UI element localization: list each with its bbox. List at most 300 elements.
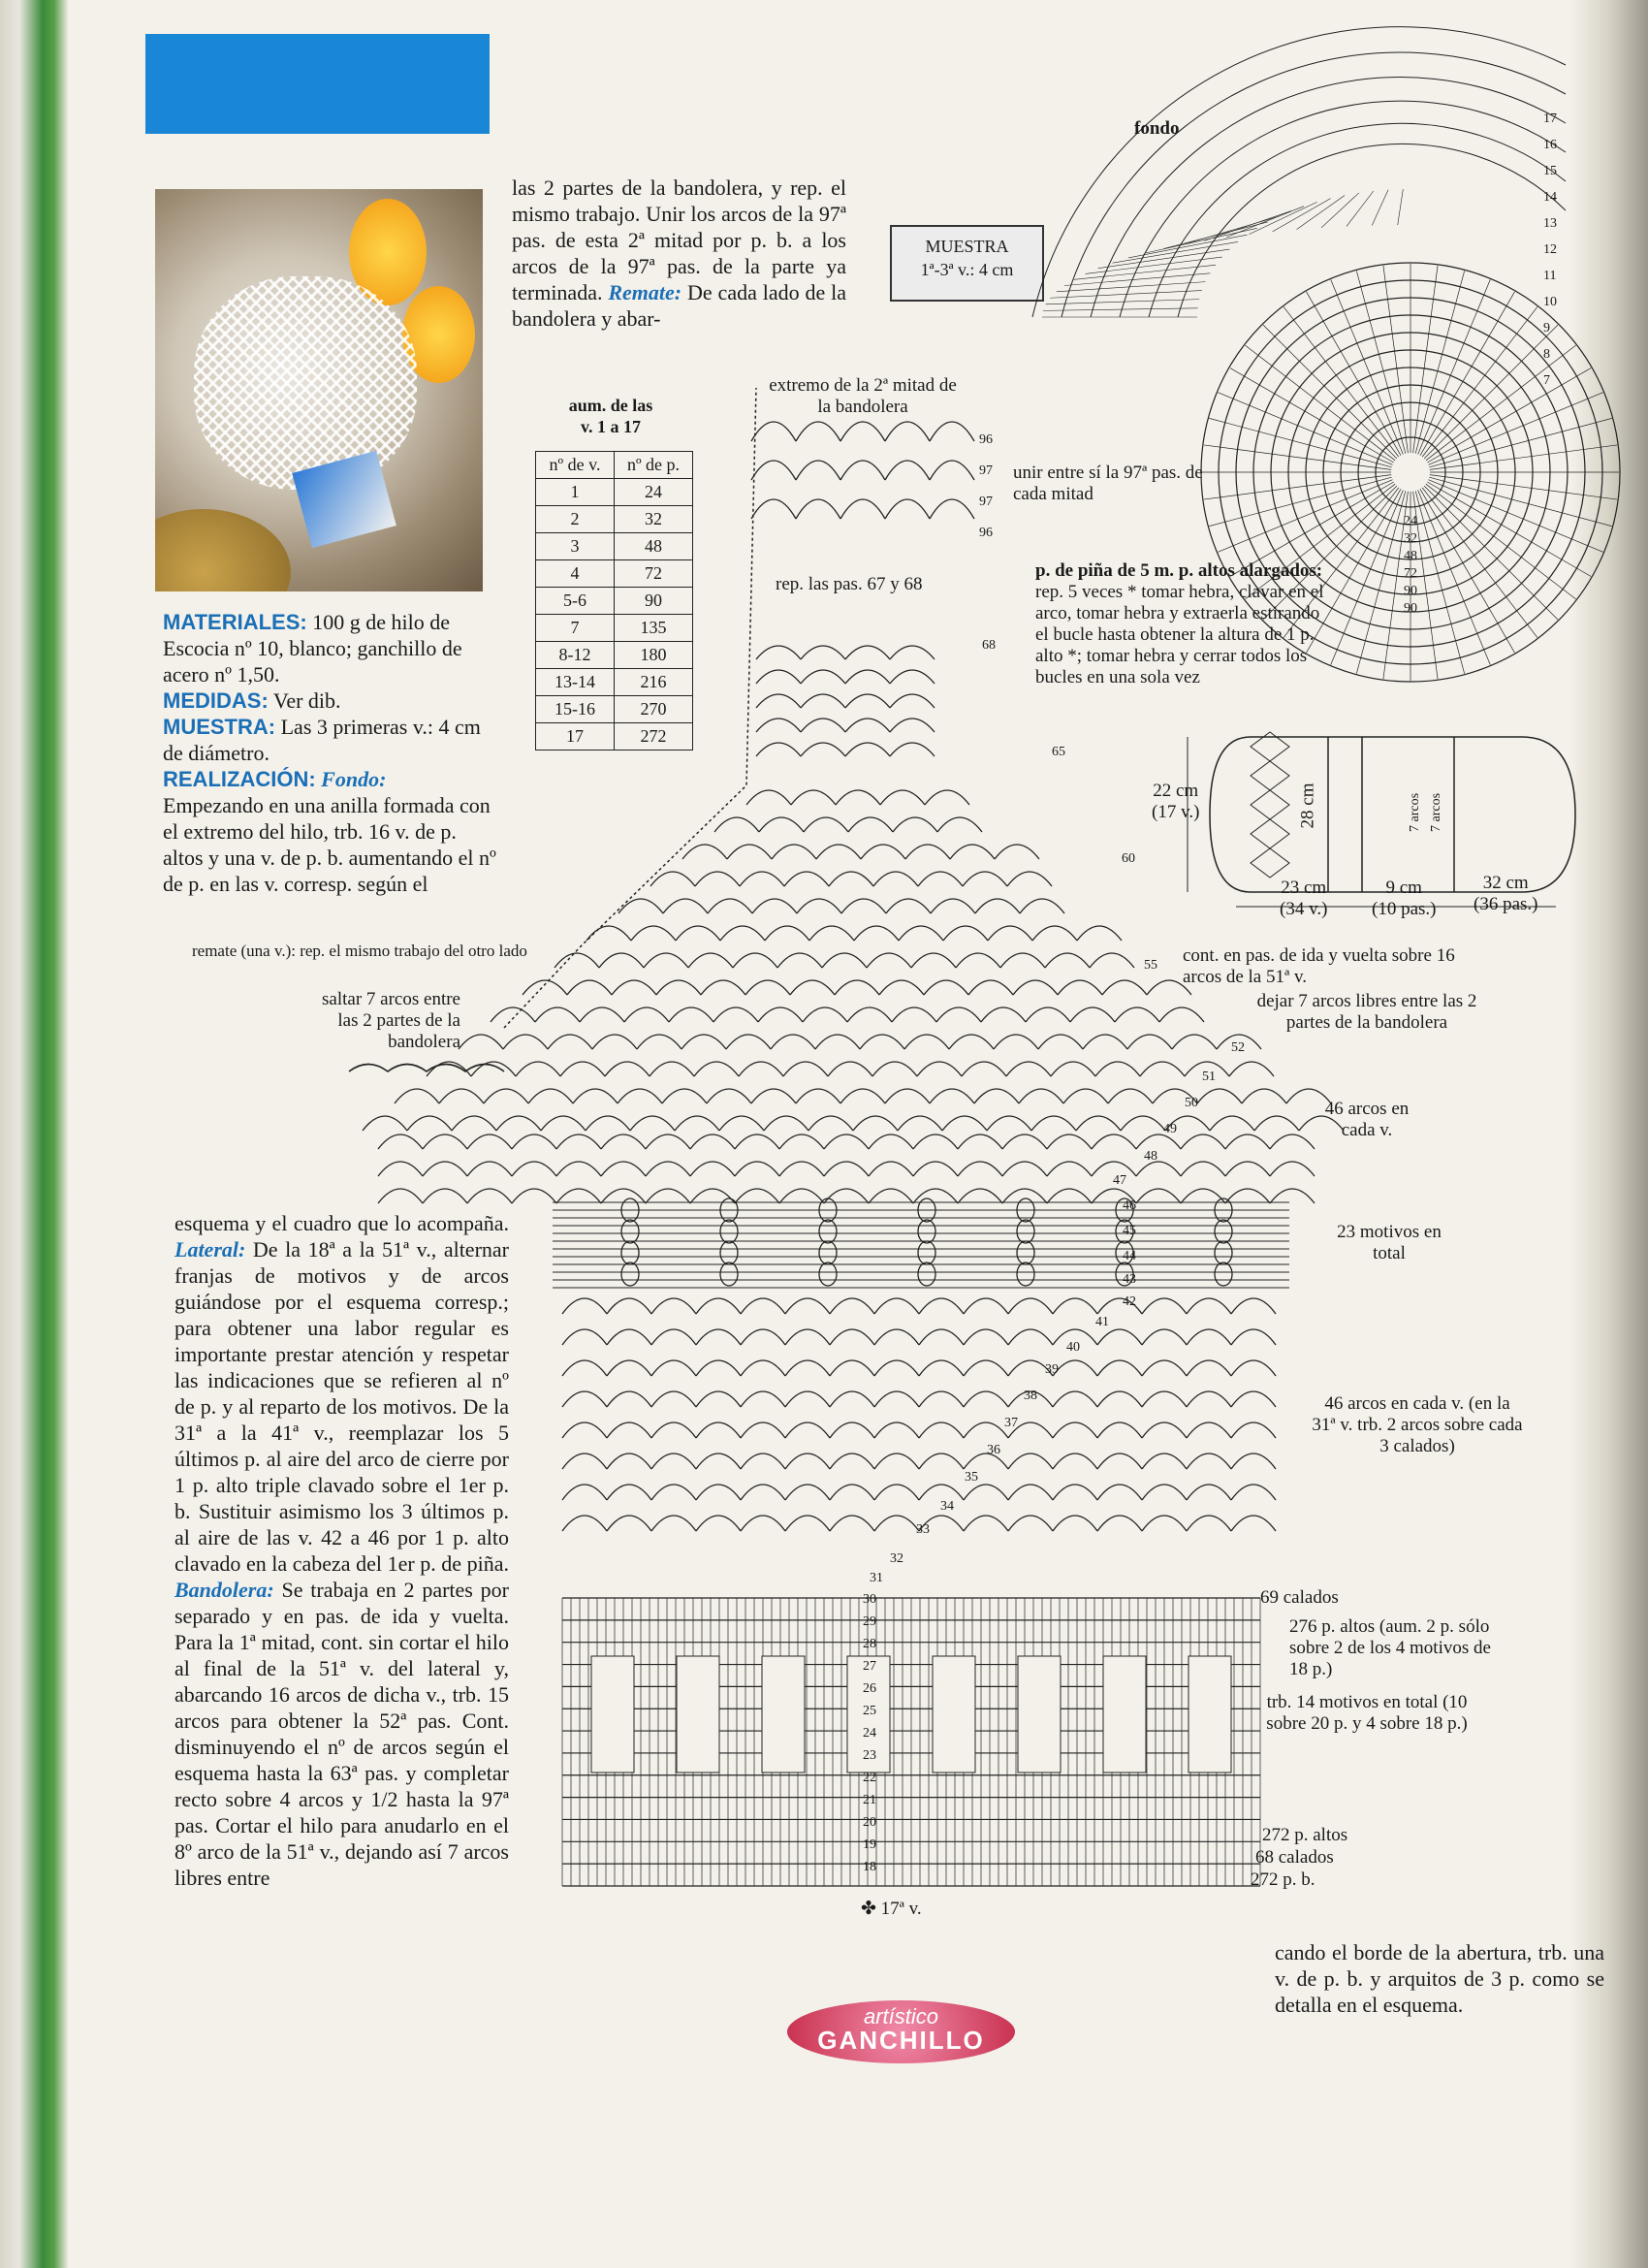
arc-stitch bbox=[491, 1007, 535, 1022]
table-header: nº de p. bbox=[615, 452, 693, 479]
base-grid-diagram bbox=[562, 1598, 1260, 1886]
arc-stitch bbox=[809, 926, 854, 941]
arc-stitch bbox=[919, 1360, 964, 1376]
arc-stitch bbox=[1231, 1298, 1276, 1314]
arc-stitch bbox=[1076, 1116, 1121, 1131]
arc-stitch bbox=[830, 1360, 874, 1376]
arc-stitch bbox=[828, 1062, 872, 1076]
arc-stitch bbox=[1008, 1516, 1053, 1531]
arc-stitch bbox=[1008, 1329, 1053, 1345]
arc-stitch bbox=[801, 719, 845, 732]
arc-stitch bbox=[1008, 1485, 1053, 1500]
fondo-spoke bbox=[1331, 279, 1404, 454]
arc-stitch bbox=[1097, 1391, 1142, 1407]
arc-stitch bbox=[892, 1007, 936, 1022]
arc-stitch bbox=[1053, 1422, 1097, 1438]
arc-stitch bbox=[919, 1453, 964, 1469]
motivos23-label: 23 motivos en total bbox=[1337, 1222, 1442, 1263]
pina-stitch bbox=[621, 1220, 639, 1243]
arc-stitch bbox=[790, 980, 835, 995]
arc-stitch bbox=[816, 845, 861, 859]
table-cell: 90 bbox=[615, 588, 693, 615]
arc-stitch bbox=[681, 1035, 726, 1049]
arc-stitch bbox=[1142, 1360, 1187, 1376]
materials-text: MATERIALES: 100 g de hilo de Escocia nº 10, blanco; ganchillo de acero nº 1,50. MEDIDAS: Ver dib. MUESTRA: Las 3 primeras v.: 4 cm de diámetro. REALIZACIÓN: Fondo: Empezando en una anilla formada con el extremo del hilo, trb. 16 v. de p. altos y una v. de p. b. aumentando el nº de p. en las v. corresp. según el bbox=[163, 610, 496, 896]
table-cell: 15-16 bbox=[536, 696, 615, 723]
arc-stitch bbox=[918, 872, 963, 886]
table-cell: 135 bbox=[615, 615, 693, 642]
arc-stitch bbox=[651, 1391, 696, 1407]
arc-stitch bbox=[541, 1116, 586, 1131]
arc-stitch bbox=[861, 845, 905, 859]
arc-stitch bbox=[701, 980, 745, 995]
arc-stitch bbox=[599, 953, 644, 968]
arc-stitch bbox=[994, 1035, 1038, 1049]
arc-stitch bbox=[942, 1116, 987, 1131]
arc-stitch bbox=[503, 1035, 548, 1049]
arc-stitch bbox=[714, 817, 759, 832]
arc-stitch bbox=[745, 980, 790, 995]
arc-stitch bbox=[796, 422, 840, 441]
row-number: 48 bbox=[1144, 1149, 1157, 1164]
arc-stitch bbox=[690, 1162, 735, 1176]
fondo-spoke bbox=[1284, 306, 1399, 457]
arc-stitch bbox=[1053, 1298, 1097, 1314]
arc-stitch bbox=[459, 1035, 503, 1049]
pina-stitch bbox=[621, 1262, 639, 1286]
arc-stitch bbox=[919, 1422, 964, 1438]
arc-stitch bbox=[607, 1516, 651, 1531]
arc-stitch bbox=[752, 899, 797, 913]
arc-stitch bbox=[1159, 1007, 1204, 1022]
arc-stitch bbox=[845, 694, 890, 708]
arc-stitch bbox=[1095, 1062, 1140, 1076]
arc-stitch bbox=[756, 670, 801, 684]
row-number: 37 bbox=[1004, 1416, 1018, 1430]
table-cell: 4 bbox=[536, 560, 615, 588]
arc-stitch bbox=[556, 1189, 601, 1203]
arc-stitch bbox=[471, 1062, 516, 1076]
arc-stitch bbox=[1187, 1422, 1231, 1438]
arc-stitch bbox=[874, 1453, 919, 1469]
table-cell: 72 bbox=[615, 560, 693, 588]
row-number: 97 bbox=[979, 463, 993, 478]
arc-stitch bbox=[867, 953, 911, 968]
arc-stitch bbox=[931, 899, 975, 913]
pina-stitch bbox=[1017, 1262, 1034, 1286]
muestra-box: MUESTRA 1ª-3ª v.: 4 cm bbox=[890, 225, 1044, 302]
arc-stitch bbox=[484, 1089, 528, 1103]
arc-stitch bbox=[943, 926, 988, 941]
table-header: nº de v. bbox=[536, 452, 615, 479]
arc-stitch bbox=[963, 872, 1007, 886]
remate-otro-label: remate (una v.): rep. el mismo trabajo del otro lado bbox=[192, 942, 527, 960]
arc-stitch bbox=[1006, 1062, 1051, 1076]
pb272-label: 272 p. b. bbox=[1251, 1869, 1315, 1890]
arc-stitch bbox=[899, 926, 943, 941]
arc-stitch bbox=[801, 670, 845, 684]
fondo-spoke bbox=[1422, 488, 1537, 638]
fondo-fan-spoke bbox=[1321, 193, 1359, 228]
row-number: 52 bbox=[1231, 1040, 1245, 1055]
arc-stitch bbox=[696, 1485, 741, 1500]
row-number: 10 bbox=[1543, 295, 1557, 309]
saltar-label: saltar 7 arcos entre las 2 partes de la bandolera bbox=[322, 989, 460, 1052]
arc-stitch bbox=[644, 953, 688, 968]
arc-stitch bbox=[974, 1089, 1019, 1103]
arc-stitch bbox=[919, 1329, 964, 1345]
arc-stitch bbox=[1019, 1089, 1063, 1103]
arc-stitch bbox=[1231, 1422, 1276, 1438]
arc-stitch bbox=[824, 1134, 869, 1149]
arc-stitch bbox=[981, 1007, 1026, 1022]
arc-stitch bbox=[1058, 980, 1102, 995]
arc-stitch bbox=[656, 980, 701, 995]
arc-stitch bbox=[467, 1162, 512, 1176]
lateral-instructions: esquema y el cuadro que lo acompaña. Lateral: De la 18ª a la 51ª v., alternar franjas de motivos y de arcos guiándose por el esquema corresp.; para obtener una labor regular es importante prestar atención y respetar las indicaciones que se refieren al nº de p. y al reparto de los motivos. De la 31ª a la 41ª v., reemplazar los 5 últimos p. al aire del arco de cierre por 1 p. alto triple clavado sobre el 1er p. b. Sustituir asimismo los 3 últimos p. al aire de las v. 42 a 46 por 1 p. alto clavado en la cabeza del 1er p. de piña. Bandolera: Se trabaja en 2 partes por separado y en pas. de ida y vuelta. Para la 1ª mitad, cont. sin cortar el hilo al final de la 51ª v. del lateral y, abarcando 16 arcos de dicha v., trb. 15 arcos para obtener la 52ª pas. Cont. disminuyendo el nº de arcos según el esquema hasta la 63ª pas. y completar recto sobre 4 arcos y 1/2 hasta la 97ª pas. Cortar el hilo para anudarlo en el 8º arco de la 51ª v., dejando así 7 arcos libres entre bbox=[174, 1211, 510, 1890]
arc-stitch bbox=[528, 1089, 573, 1103]
arc-stitch bbox=[801, 694, 845, 708]
calados68-label: 68 calados bbox=[1255, 1847, 1334, 1868]
arc-stitch bbox=[740, 872, 784, 886]
table-cell: 48 bbox=[615, 533, 693, 560]
row-number: 18 bbox=[863, 1860, 876, 1874]
row-number: 27 bbox=[863, 1659, 876, 1674]
fondo-label: fondo bbox=[1134, 118, 1180, 139]
grid-block bbox=[1188, 1656, 1231, 1773]
row-number: 97 bbox=[979, 495, 993, 509]
arc-stitch bbox=[423, 1162, 467, 1176]
arc-stitch bbox=[676, 926, 720, 941]
arc-stitch bbox=[964, 1360, 1008, 1376]
arc-stitch bbox=[1136, 1162, 1181, 1176]
grid-block bbox=[591, 1656, 634, 1773]
row-number: 68 bbox=[982, 638, 996, 653]
arc-stitch bbox=[637, 1035, 681, 1049]
dim-28: 28 cm bbox=[1297, 783, 1318, 829]
arc-stitch bbox=[548, 1035, 592, 1049]
arc-stitch bbox=[651, 1360, 696, 1376]
table-cell: 180 bbox=[615, 642, 693, 669]
arc-stitch bbox=[1142, 1422, 1187, 1438]
row-number: 12 bbox=[1543, 242, 1557, 257]
extremo-label: extremo de la 2ª mitad de la bandolera bbox=[769, 375, 957, 417]
row-number: 24 bbox=[1404, 514, 1417, 528]
arc-stitch bbox=[779, 1134, 824, 1149]
arc-stitch bbox=[890, 646, 935, 659]
arc-stitch bbox=[1187, 1485, 1231, 1500]
arc-stitch bbox=[439, 1089, 484, 1103]
arc-stitch bbox=[801, 646, 845, 659]
arc-stitch bbox=[407, 1116, 452, 1131]
arc-stitch bbox=[860, 1035, 904, 1049]
row-number: 42 bbox=[1123, 1294, 1136, 1309]
arc-stitch bbox=[1187, 1516, 1231, 1531]
arc-stitch bbox=[741, 1360, 785, 1376]
arc-stitch bbox=[830, 1453, 874, 1469]
arc-stitch bbox=[512, 1189, 556, 1203]
grid-block bbox=[1103, 1656, 1146, 1773]
palt272-label: 272 p. altos bbox=[1262, 1825, 1348, 1845]
table-cell: 216 bbox=[615, 669, 693, 696]
arc-stitch bbox=[785, 1360, 830, 1376]
row-number: 25 bbox=[863, 1704, 876, 1718]
arc-stitch bbox=[913, 1134, 958, 1149]
fondo-spoke bbox=[1426, 484, 1576, 599]
pina-stitch bbox=[1215, 1262, 1232, 1286]
arc-stitch bbox=[1090, 953, 1134, 968]
arc-stitch bbox=[845, 743, 890, 756]
arc-stitch bbox=[1187, 1453, 1231, 1469]
arc-stitch bbox=[696, 1453, 741, 1469]
pina-stitch bbox=[1215, 1220, 1232, 1243]
arc-stitch bbox=[777, 953, 822, 968]
pina-stitch bbox=[918, 1241, 935, 1264]
arc-stitch bbox=[1097, 1485, 1142, 1500]
arc-stitch bbox=[886, 899, 931, 913]
grid-block bbox=[1018, 1656, 1061, 1773]
row-number: 40 bbox=[1066, 1340, 1080, 1355]
arc-stitch bbox=[1002, 1189, 1047, 1203]
arc-stitch bbox=[890, 694, 935, 708]
arc-stitch bbox=[1187, 1391, 1231, 1407]
arc-stitch bbox=[873, 872, 918, 886]
arc-stitch bbox=[735, 1162, 779, 1176]
arc-stitch bbox=[696, 1360, 741, 1376]
bag-diamond bbox=[1251, 848, 1289, 878]
fondo-spoke bbox=[1422, 306, 1537, 457]
pina-stitch bbox=[918, 1220, 935, 1243]
arc-stitch bbox=[1026, 1007, 1070, 1022]
dim-arcos7-b: 7 arcos bbox=[1429, 792, 1444, 833]
pina-stitch bbox=[1215, 1241, 1232, 1264]
calados69-label: 69 calados bbox=[1260, 1587, 1339, 1608]
arc-stitch bbox=[1002, 1134, 1047, 1149]
arc-stitch bbox=[1053, 1391, 1097, 1407]
arc-stitch bbox=[556, 1134, 601, 1149]
rep-label: rep. las pas. 67 y 68 bbox=[776, 574, 923, 594]
arc-stitch bbox=[1210, 1116, 1254, 1131]
arc-stitch bbox=[840, 1089, 885, 1103]
fondo-spoke bbox=[1218, 393, 1392, 465]
arc-stitch bbox=[785, 1485, 830, 1500]
arc-stitch bbox=[690, 1134, 735, 1149]
arc-stitch bbox=[467, 1189, 512, 1203]
row-number: 45 bbox=[1123, 1224, 1136, 1238]
arc-stitch bbox=[885, 499, 930, 519]
arc-stitch bbox=[1197, 1089, 1242, 1103]
arc-stitch bbox=[958, 1134, 1002, 1149]
arc-stitch bbox=[567, 980, 612, 995]
arc-stitch bbox=[751, 422, 796, 441]
arc-stitch bbox=[560, 1062, 605, 1076]
arc-stitch bbox=[925, 790, 969, 805]
arc-stitch bbox=[1053, 1360, 1097, 1376]
arc-stitch bbox=[562, 1485, 607, 1500]
table-cell: 17 bbox=[536, 723, 615, 751]
arc-stitch bbox=[741, 1329, 785, 1345]
arc-stitch bbox=[796, 499, 840, 519]
arc-stitch bbox=[727, 845, 772, 859]
arc-stitch bbox=[1231, 1360, 1276, 1376]
arc-stitch bbox=[1020, 899, 1064, 913]
arc-stitch bbox=[1051, 1062, 1095, 1076]
arc-stitch bbox=[556, 1162, 601, 1176]
arc-stitch bbox=[662, 1089, 707, 1103]
arc-stitch bbox=[824, 1162, 869, 1176]
row-number: 24 bbox=[863, 1726, 876, 1741]
arc-stitch bbox=[874, 1298, 919, 1314]
fondo-fan-spoke bbox=[1226, 207, 1304, 238]
arcos46-label: 46 arcos en cada v. bbox=[1324, 1099, 1410, 1140]
arc-stitch bbox=[830, 1485, 874, 1500]
arc-stitch bbox=[964, 1516, 1008, 1531]
arc-stitch bbox=[726, 1035, 771, 1049]
arc-stitch bbox=[874, 1485, 919, 1500]
arc-stitch bbox=[962, 1062, 1006, 1076]
fondo-spoke bbox=[1245, 345, 1395, 461]
arc-stitch bbox=[1097, 1453, 1142, 1469]
arc-stitch bbox=[995, 845, 1039, 859]
fondo-fan-spoke bbox=[1205, 211, 1291, 241]
row-number: 41 bbox=[1095, 1315, 1109, 1329]
arc-stitch bbox=[840, 422, 885, 441]
arc-stitch bbox=[651, 1422, 696, 1438]
arc-stitch bbox=[1142, 1453, 1187, 1469]
arc-stitch bbox=[791, 790, 836, 805]
row-number: 14 bbox=[1543, 190, 1557, 205]
row-number: 30 bbox=[863, 1592, 876, 1607]
row-number: 22 bbox=[863, 1771, 876, 1785]
fondo-fan-spoke bbox=[1128, 235, 1248, 258]
arc-stitch bbox=[874, 1360, 919, 1376]
arc-stitch bbox=[562, 1516, 607, 1531]
arc-stitch bbox=[1136, 1189, 1181, 1203]
arc-stitch bbox=[803, 1007, 847, 1022]
arc-stitch bbox=[937, 817, 982, 832]
arc-stitch bbox=[847, 1007, 892, 1022]
arc-stitch bbox=[713, 1007, 758, 1022]
arc-stitch bbox=[694, 1062, 739, 1076]
arc-stitch bbox=[801, 743, 845, 756]
arc-stitch bbox=[854, 926, 899, 941]
arc-stitch bbox=[869, 1134, 913, 1149]
arc-stitch bbox=[771, 1035, 815, 1049]
dim-9: 9 cm (10 pas.) bbox=[1372, 878, 1437, 919]
arc-stitch bbox=[784, 872, 829, 886]
arc-stitch bbox=[785, 1422, 830, 1438]
arc-stitch bbox=[696, 1516, 741, 1531]
motivos14-label: trb. 14 motivos en total (10 sobre 20 p. y 4 sobre 18 p.) bbox=[1266, 1692, 1468, 1734]
arc-stitch bbox=[785, 1329, 830, 1345]
arc-stitch bbox=[467, 1134, 512, 1149]
pina-stitch bbox=[819, 1241, 837, 1264]
arc-stitch bbox=[988, 926, 1032, 941]
arc-stitch bbox=[363, 1116, 407, 1131]
arc-stitch bbox=[1000, 953, 1045, 968]
arc-stitch bbox=[675, 1116, 719, 1131]
arc-stitch bbox=[741, 1391, 785, 1407]
bag-outline bbox=[1210, 737, 1575, 892]
table-cell: 1 bbox=[536, 479, 615, 506]
arc-stitch bbox=[695, 872, 740, 886]
grid-block bbox=[933, 1656, 975, 1773]
arc-stitch bbox=[930, 1089, 974, 1103]
arc-stitch bbox=[605, 1062, 650, 1076]
arc-stitch bbox=[968, 980, 1013, 995]
arc-stitch bbox=[1231, 1453, 1276, 1469]
arc-stitch bbox=[830, 1516, 874, 1531]
dim-32: 32 cm (36 pas.) bbox=[1474, 873, 1538, 914]
fondo-arc bbox=[1032, 27, 1566, 317]
magazine-logo: artístico GANCHILLO bbox=[787, 2000, 1015, 2063]
arc-stitch bbox=[1172, 1035, 1217, 1049]
pina-stitch bbox=[819, 1262, 837, 1286]
grid-block bbox=[762, 1656, 805, 1773]
arc-stitch bbox=[650, 872, 695, 886]
arc-stitch bbox=[1108, 1089, 1153, 1103]
arc-stitch bbox=[601, 1134, 646, 1149]
fondo-spoke bbox=[1428, 393, 1602, 465]
arc-stitch bbox=[796, 1089, 840, 1103]
arc-stitch bbox=[601, 1162, 646, 1176]
arc-stitch bbox=[741, 1485, 785, 1500]
row-number: 20 bbox=[863, 1815, 876, 1830]
arc-stitch bbox=[905, 845, 950, 859]
arc-stitch bbox=[1140, 1062, 1185, 1076]
row-number: 19 bbox=[863, 1837, 876, 1852]
arc-stitch bbox=[651, 1298, 696, 1314]
arc-stitch bbox=[958, 1162, 1002, 1176]
row-number: 26 bbox=[863, 1681, 876, 1696]
arc-stitch bbox=[772, 845, 816, 859]
arc-stitch bbox=[751, 1089, 796, 1103]
arc-stitch bbox=[1097, 1422, 1142, 1438]
end-text: cando el borde de la abertura, trb. una v. de p. b. y arquitos de 3 p. como se detalla en el esquema. bbox=[1275, 1940, 1604, 2017]
arc-stitch bbox=[1142, 1485, 1187, 1500]
arc-stitch bbox=[765, 926, 809, 941]
arc-stitch bbox=[395, 1089, 439, 1103]
fondo-fan-spoke bbox=[1043, 308, 1198, 311]
arc-stitch bbox=[835, 980, 879, 995]
arc-stitch bbox=[1008, 1453, 1053, 1469]
picot-edge bbox=[349, 1065, 504, 1072]
arc-stitch bbox=[1053, 1453, 1097, 1469]
arc-stitch bbox=[964, 1329, 1008, 1345]
arc-stitch bbox=[1142, 1391, 1187, 1407]
row-number: 36 bbox=[987, 1443, 1000, 1457]
arc-stitch bbox=[779, 1189, 824, 1203]
row-number: 55 bbox=[1144, 958, 1157, 973]
arc-stitch bbox=[646, 1134, 690, 1149]
arc-stitch bbox=[822, 953, 867, 968]
arc-stitch bbox=[1187, 1329, 1231, 1345]
row-number: 50 bbox=[1185, 1096, 1198, 1110]
pina-stitch bbox=[720, 1262, 738, 1286]
arc-stitch bbox=[607, 1453, 651, 1469]
fondo-fan-spoke bbox=[1046, 300, 1199, 304]
fondo-arc bbox=[1062, 52, 1566, 317]
arc-stitch bbox=[756, 719, 801, 732]
arc-stitch bbox=[1142, 1329, 1187, 1345]
arc-stitch bbox=[1047, 1134, 1092, 1149]
arc-stitch bbox=[1045, 953, 1090, 968]
row-number: 38 bbox=[1024, 1389, 1037, 1403]
arc-stitch bbox=[936, 1007, 981, 1022]
arc-stitch bbox=[452, 1116, 496, 1131]
arc-stitch bbox=[840, 461, 885, 480]
arc-stitch bbox=[836, 790, 880, 805]
